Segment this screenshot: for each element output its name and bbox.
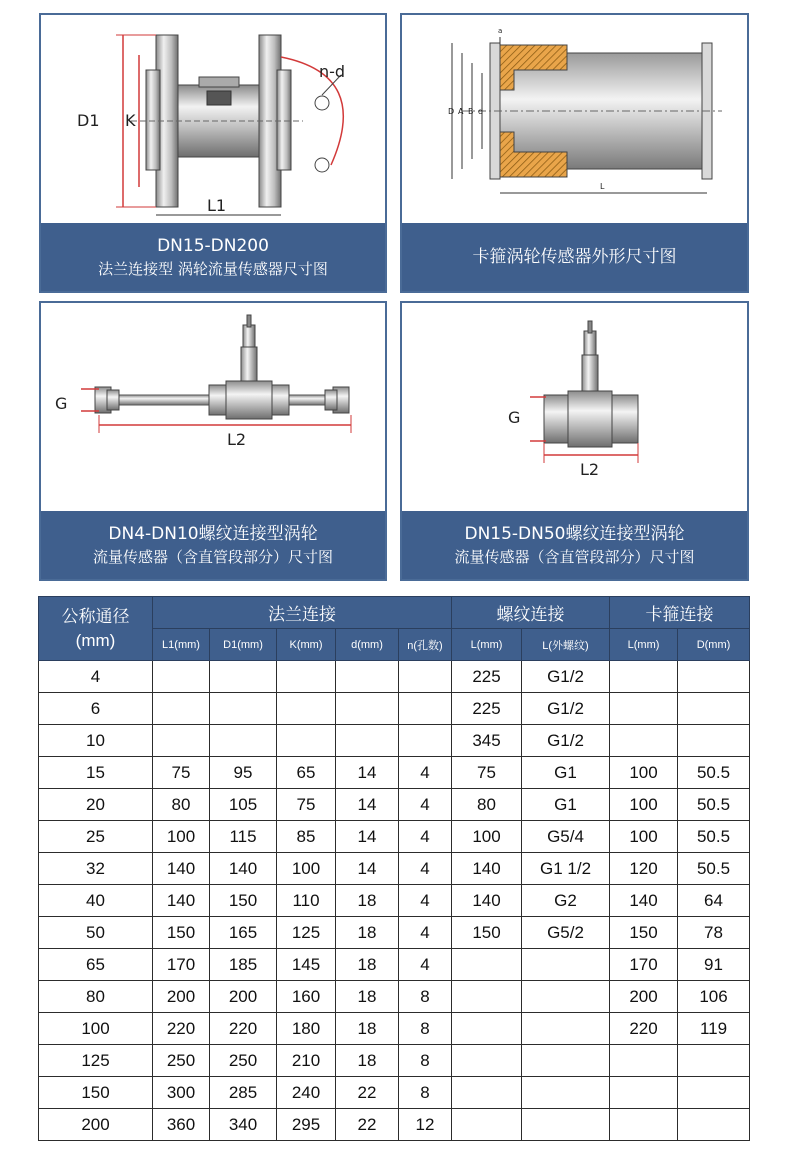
table-cell: 220 <box>210 1013 277 1045</box>
table-cell: 22 <box>336 1109 399 1141</box>
table-cell: 150 <box>153 917 210 949</box>
table-cell: 165 <box>210 917 277 949</box>
table-cell <box>277 693 336 725</box>
table-cell: 150 <box>610 917 678 949</box>
table-cell <box>452 1109 522 1141</box>
table-cell: 105 <box>210 789 277 821</box>
header-nominal-diameter-label: 公称通径 <box>61 606 130 626</box>
table-cell: 220 <box>610 1013 678 1045</box>
table-row <box>39 1013 750 1045</box>
table-cell: 4 <box>399 853 452 885</box>
table-cell <box>399 725 452 757</box>
table-cell: 64 <box>678 885 750 917</box>
table-cell: 170 <box>610 949 678 981</box>
clamp-drawing-svg <box>402 15 747 223</box>
table-cell: 120 <box>610 853 678 885</box>
table-cell: 18 <box>336 949 399 981</box>
dn4-dn10-drawing-svg <box>41 303 385 511</box>
table-cell <box>452 1077 522 1109</box>
table-row <box>39 789 750 821</box>
table-cell: 85 <box>277 821 336 853</box>
table-cell: 150 <box>210 885 277 917</box>
table-cell-diameter: 6 <box>39 693 153 725</box>
table-cell <box>610 1045 678 1077</box>
table-cell: 4 <box>399 917 452 949</box>
table-cell: 95 <box>210 757 277 789</box>
table-row <box>39 1077 750 1109</box>
table-cell-diameter: 50 <box>39 917 153 949</box>
table-row <box>39 725 750 757</box>
table-cell <box>399 661 452 693</box>
header-col: D1(mm) <box>210 629 277 661</box>
flange-caption-line2: 法兰连接型 涡轮流量传感器尺寸图 <box>98 260 328 278</box>
table-cell: 110 <box>277 885 336 917</box>
label-a: a <box>498 27 503 35</box>
table-cell <box>210 661 277 693</box>
table-cell: 80 <box>452 789 522 821</box>
table-cell <box>678 725 750 757</box>
flange-sensor-drawing <box>41 15 385 223</box>
label-l1: L1 <box>207 196 227 215</box>
table-cell: 75 <box>277 789 336 821</box>
table-cell: 75 <box>153 757 210 789</box>
table-cell: 4 <box>399 821 452 853</box>
header-col: K(mm) <box>277 629 336 661</box>
label-A: A <box>458 107 464 116</box>
table-cell: 240 <box>277 1077 336 1109</box>
table-cell: 78 <box>678 917 750 949</box>
header-col: L(mm) <box>610 629 678 661</box>
table-cell: 18 <box>336 1013 399 1045</box>
table-cell: 185 <box>210 949 277 981</box>
header-nominal-diameter-unit: (mm) <box>75 630 116 650</box>
table-cell: 360 <box>153 1109 210 1141</box>
label-B: B <box>468 107 474 116</box>
table-cell: 250 <box>153 1045 210 1077</box>
table-cell-diameter: 80 <box>39 981 153 1013</box>
clamp-sensor-drawing <box>402 15 747 223</box>
header-col: L(外螺纹) <box>522 629 610 661</box>
table-cell: 8 <box>399 1045 452 1077</box>
table-cell: 250 <box>210 1045 277 1077</box>
table-cell <box>399 693 452 725</box>
clamp-caption-line1: 卡箍涡轮传感器外形尺寸图 <box>472 247 677 267</box>
table-cell: G1/2 <box>522 661 610 693</box>
table-cell: 8 <box>399 981 452 1013</box>
dn4-dn10-drawing <box>41 303 385 511</box>
table-cell <box>522 981 610 1013</box>
table-cell <box>522 1045 610 1077</box>
label-L: L <box>600 182 605 191</box>
dn15-dn50-caption-line2: 流量传感器（含直管段部分）尺寸图 <box>454 548 695 566</box>
table-cell: 210 <box>277 1045 336 1077</box>
table-cell: 150 <box>452 917 522 949</box>
table-cell: 50.5 <box>678 757 750 789</box>
table-cell <box>522 949 610 981</box>
table-cell: G1 <box>522 757 610 789</box>
table-cell: 140 <box>452 885 522 917</box>
table-cell: 22 <box>336 1077 399 1109</box>
label-l2: L2 <box>580 460 600 479</box>
table-cell <box>277 725 336 757</box>
dn15-dn50-caption-line1: DN15-DN50螺纹连接型涡轮 <box>464 524 685 544</box>
label-k: K <box>125 111 136 130</box>
table-cell: 4 <box>399 885 452 917</box>
table-row <box>39 853 750 885</box>
table-cell: 115 <box>210 821 277 853</box>
table-cell <box>522 1077 610 1109</box>
table-cell: 14 <box>336 821 399 853</box>
table-cell-diameter: 10 <box>39 725 153 757</box>
flange-caption <box>41 223 385 291</box>
table-cell-diameter: 65 <box>39 949 153 981</box>
table-cell-diameter: 4 <box>39 661 153 693</box>
table-cell: 140 <box>452 853 522 885</box>
label-d1: D1 <box>77 111 100 130</box>
header-col: D(mm) <box>678 629 750 661</box>
table-cell-diameter: 40 <box>39 885 153 917</box>
table-cell <box>336 693 399 725</box>
table-cell <box>210 725 277 757</box>
table-cell: 100 <box>277 853 336 885</box>
table-cell: 50.5 <box>678 853 750 885</box>
table-cell: 8 <box>399 1077 452 1109</box>
table-cell: 50.5 <box>678 821 750 853</box>
table-cell: 12 <box>399 1109 452 1141</box>
table-cell: G5/4 <box>522 821 610 853</box>
table-cell: 200 <box>153 981 210 1013</box>
table-cell: 285 <box>210 1077 277 1109</box>
table-cell: 225 <box>452 661 522 693</box>
table-cell <box>610 725 678 757</box>
table-cell-diameter: 20 <box>39 789 153 821</box>
panel-clamp-diagram <box>400 13 749 293</box>
table-cell: 119 <box>678 1013 750 1045</box>
flange-caption-line1: DN15-DN200 <box>157 236 269 256</box>
table-cell: 100 <box>610 821 678 853</box>
header-col: n(孔数) <box>399 629 452 661</box>
table-cell <box>522 1013 610 1045</box>
table-cell: 50.5 <box>678 789 750 821</box>
table-cell: 345 <box>452 725 522 757</box>
dn4-dn10-caption-line1: DN4-DN10螺纹连接型涡轮 <box>108 524 318 544</box>
table-cell <box>153 661 210 693</box>
dn4-dn10-caption-line2: 流量传感器（含直管段部分）尺寸图 <box>92 548 333 566</box>
table-cell: 125 <box>277 917 336 949</box>
table-cell: 140 <box>210 853 277 885</box>
table-cell: G5/2 <box>522 917 610 949</box>
header-thread-group: 螺纹连接 <box>452 597 610 629</box>
table-cell <box>153 725 210 757</box>
table-cell: 100 <box>610 789 678 821</box>
table-row <box>39 693 750 725</box>
table-cell: 14 <box>336 757 399 789</box>
table-row <box>39 1109 750 1141</box>
label-D: D <box>448 107 455 116</box>
table-cell: 18 <box>336 917 399 949</box>
label-g: G <box>55 394 68 413</box>
table-cell <box>678 693 750 725</box>
table-row <box>39 917 750 949</box>
table-cell <box>678 1045 750 1077</box>
table-cell: 100 <box>610 757 678 789</box>
table-cell: 106 <box>678 981 750 1013</box>
table-cell-diameter: 15 <box>39 757 153 789</box>
table-cell: 14 <box>336 789 399 821</box>
table-cell: 8 <box>399 1013 452 1045</box>
table-cell: 18 <box>336 981 399 1013</box>
table-cell: 18 <box>336 1045 399 1077</box>
table-cell: 65 <box>277 757 336 789</box>
dn15-dn50-drawing <box>402 303 747 511</box>
dn4-dn10-caption <box>41 511 385 579</box>
table-cell-diameter: 125 <box>39 1045 153 1077</box>
header-col: L(mm) <box>452 629 522 661</box>
table-cell <box>678 661 750 693</box>
table-cell <box>336 725 399 757</box>
clamp-caption <box>402 223 747 291</box>
flange-drawing-svg <box>41 15 385 223</box>
table-cell <box>610 1077 678 1109</box>
table-cell-diameter: 150 <box>39 1077 153 1109</box>
table-cell: 4 <box>399 789 452 821</box>
header-clamp-group: 卡箍连接 <box>610 597 750 629</box>
dimension-spec-table <box>38 596 750 1141</box>
table-cell: 300 <box>153 1077 210 1109</box>
table-cell: 220 <box>153 1013 210 1045</box>
table-cell: 140 <box>153 885 210 917</box>
table-cell: 4 <box>399 949 452 981</box>
table-cell <box>610 1109 678 1141</box>
table-cell: 145 <box>277 949 336 981</box>
panel-dn15-dn50-diagram <box>400 301 749 581</box>
table-cell: 80 <box>153 789 210 821</box>
table-cell: 170 <box>153 949 210 981</box>
table-cell: 225 <box>452 693 522 725</box>
table-cell: G1 <box>522 789 610 821</box>
table-row <box>39 1045 750 1077</box>
table-cell: G1/2 <box>522 725 610 757</box>
table-cell: G1 1/2 <box>522 853 610 885</box>
table-row <box>39 661 750 693</box>
table-cell-diameter: 25 <box>39 821 153 853</box>
panel-dn4-dn10-diagram <box>39 301 387 581</box>
label-l2: L2 <box>227 430 247 449</box>
table-cell: 4 <box>399 757 452 789</box>
dn15-dn50-caption <box>402 511 747 579</box>
table-cell <box>610 661 678 693</box>
table-row <box>39 949 750 981</box>
table-row <box>39 885 750 917</box>
table-cell: 100 <box>153 821 210 853</box>
table-cell: 140 <box>610 885 678 917</box>
table-cell: 200 <box>610 981 678 1013</box>
table-cell: 91 <box>678 949 750 981</box>
table-cell: 180 <box>277 1013 336 1045</box>
dn15-dn50-drawing-svg <box>402 303 747 511</box>
table-cell <box>210 693 277 725</box>
table-cell <box>452 1045 522 1077</box>
table-cell: 100 <box>452 821 522 853</box>
table-cell: 75 <box>452 757 522 789</box>
table-cell: 14 <box>336 853 399 885</box>
table-row <box>39 981 750 1013</box>
table-cell <box>610 693 678 725</box>
table-cell <box>678 1109 750 1141</box>
table-cell: 200 <box>210 981 277 1013</box>
header-nominal-diameter <box>39 597 153 661</box>
table-cell <box>678 1077 750 1109</box>
table-cell <box>336 661 399 693</box>
table-group-header-row <box>39 597 750 629</box>
label-g: G <box>508 408 521 427</box>
table-cell-diameter: 32 <box>39 853 153 885</box>
table-cell: 140 <box>153 853 210 885</box>
table-cell <box>277 661 336 693</box>
table-cell <box>522 1109 610 1141</box>
table-cell <box>452 1013 522 1045</box>
table-cell <box>153 693 210 725</box>
table-body <box>39 661 750 1141</box>
table-cell <box>452 949 522 981</box>
panel-flange-diagram <box>39 13 387 293</box>
table-cell: 340 <box>210 1109 277 1141</box>
table-cell: 160 <box>277 981 336 1013</box>
table-cell-diameter: 200 <box>39 1109 153 1141</box>
label-n-d: n-d <box>319 62 346 81</box>
table-row <box>39 757 750 789</box>
table-cell <box>452 981 522 1013</box>
table-row <box>39 821 750 853</box>
table-cell: G2 <box>522 885 610 917</box>
label-d: d <box>478 107 484 116</box>
header-col: d(mm) <box>336 629 399 661</box>
table-cell-diameter: 100 <box>39 1013 153 1045</box>
table-cell: 295 <box>277 1109 336 1141</box>
table-cell: 18 <box>336 885 399 917</box>
header-flange-group: 法兰连接 <box>153 597 452 629</box>
table-cell: G1/2 <box>522 693 610 725</box>
header-col: L1(mm) <box>153 629 210 661</box>
